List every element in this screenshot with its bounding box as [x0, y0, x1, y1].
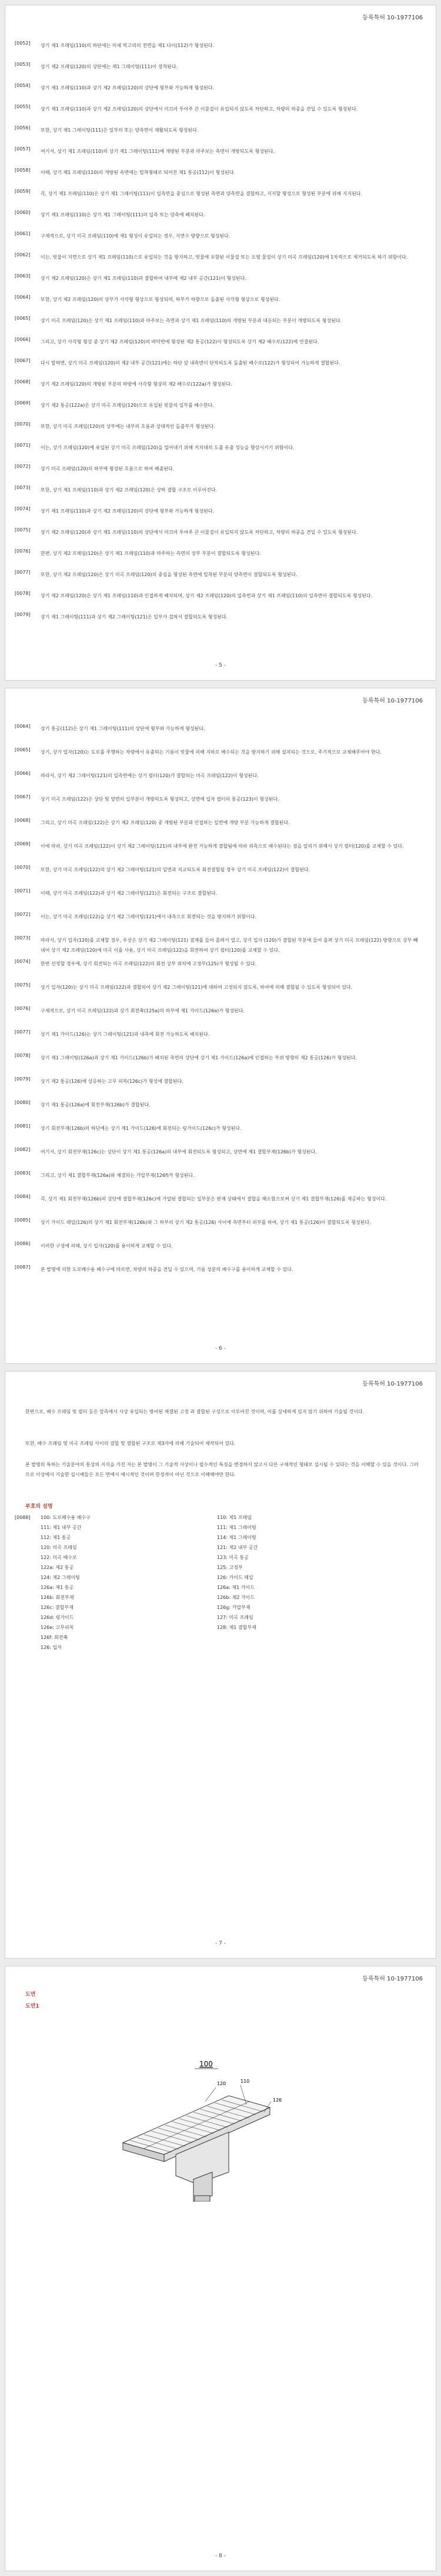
paragraph-text: 그리고, 상기 제1 결합부재(126a)와 체결되는 가압부재(126f)가 형성된다.	[41, 1173, 195, 1178]
paragraph-id: [0063]	[15, 273, 31, 279]
paragraph-text: 또한, 상기 미곡 프레임(120)의 상부에는 내부의 흐름과 상대적인 돌출부가 형성된다.	[41, 424, 215, 429]
paragraph-id: [0076]	[15, 1006, 31, 1011]
reference-sign: 114: 제1 그레이팅	[217, 1535, 256, 1540]
paragraph-id: [0053]	[15, 62, 31, 67]
paragraph-id: [0055]	[15, 104, 31, 109]
paragraph-id: [0066]	[15, 337, 31, 342]
paragraph-text: 상기, 상기 입자(120)는 도로를 주행하는 차량에서 유출되는 기름이 빗물에 의해 지하로 배수되는 것을 방지하기 위해 설치되는 것으로, 주기적으로 교체해주어야 한다.	[41, 750, 382, 755]
paragraph-text: 상기 제1 프레임(110)은 상기 제1 그레이팅(111)의 일측 또는 양측에 배치된다.	[41, 212, 205, 218]
paragraph-text: 즉, 상기 제1 프레임(110)은 상기 제1 그레이팅(111)이 일측면을 중심으로 형성된 측면과 양측면을 결합하고, 지지할 형성으로 형성된 부분에 위해 지지된다.	[41, 191, 363, 196]
reference-sign: 122: 미곡 배수로	[41, 1555, 77, 1560]
ref-label-126: 126	[273, 2097, 282, 2103]
paragraph-id: [0052]	[15, 41, 31, 46]
paragraph-id: [0081]	[15, 1123, 31, 1129]
paragraph-text: 즉, 상기 제1 회전부재(126b)의 상단에 결합부재(126c)에 가압된 결합되는 일부분은 판재 상태에서 결합을 해소함으로써 상기 제1 결합부재(126)를 제공하는 형성이다.	[41, 1196, 387, 1202]
reference-sign: 126: 가이드 레일	[217, 1575, 253, 1580]
document-page-4	[5, 1966, 436, 2571]
paragraph-text: 상기 제1 가이드(126)는 상기 그레이팅(121)과 내측에 회전 가능하도록 배치된다.	[41, 1032, 210, 1037]
reference-sign: 122a: 제2 통공	[41, 1565, 74, 1570]
paragraph-text: 상기 제2 프레임(120)의 개방된 부분의 하방에 사각형 형상의 제2 배수로(122a)가 형성된다.	[41, 382, 232, 387]
paragraph-text: 또한, 상기 미곡 프레임(122)의 상기 제2 그레이팅(121)의 일면과 직교되도록 회전결합될 경우 상기 미곡 프레임(122)이 결합된다.	[41, 867, 310, 872]
ref-label-100: 100	[199, 2060, 213, 2068]
reference-signs-right	[217, 1513, 393, 1632]
paragraph-id: [0058]	[15, 168, 31, 173]
paragraph-id: [0078]	[15, 591, 31, 596]
paragraph-id: [0076]	[15, 548, 31, 554]
paragraph-id: [0059]	[15, 189, 31, 194]
paragraph-text: 상기 제1 프레임(110)과 상기 제2 프레임(120)의 상단에서 미끄러 투어주 큰 이물질이 유입되지 않도록 차단하고, 차량의 하중을 견딜 수 있도록 형성된다.	[41, 106, 358, 112]
patent-number: 등록특허 10-1977106	[362, 15, 423, 21]
paragraph-id: [0065]	[15, 316, 31, 321]
paragraph-id: [0065]	[15, 747, 31, 752]
paragraph-text: 구체적으로, 상기 미곡 프레임(110)에 제1 형성이 유입되는 경우, 지면수 방향으로 형성된다.	[41, 233, 230, 239]
paragraph-id: [0068]	[15, 818, 31, 823]
reference-sign: 111: 제1 그레이팅	[217, 1525, 256, 1530]
ref-label-110: 110	[240, 2079, 250, 2084]
paragraph-text: 상기 제2 통공(122a)은 상기 미곡 프레임(120)으로 유입된 빗물의 일부를 배수한다.	[41, 403, 214, 408]
paragraph-text: 상기 제2 통공(126)에 상응하는 고무 피복(126c)가 형성에 결합된다.	[41, 1079, 183, 1084]
paragraph-text: 상기 회전부재(126b)의 하단에는 상기 제1 가이드(126)에 회전되는 링가이드(126c)가 형성된다.	[41, 1126, 242, 1131]
document-page-2	[5, 688, 436, 1364]
paragraph-text: 다시 말하면, 상기 미곡 프레임(120)의 제2 내부 공간(121)에는 하단 앞 내측면이 단차되도록 돌출된 배수로(122)가 형성되어 가능하게 결합된다.	[41, 360, 340, 366]
paragraph-text: 상기 제1 프레임(110)과 상기 제2 프레임(120)의 상단에 형부와 가능하게 형성된다.	[41, 85, 215, 91]
reference-sign: 111: 제1 내부 공간	[41, 1525, 82, 1530]
paragraph-id: [0074]	[15, 506, 31, 511]
paragraph-id: [0062]	[15, 252, 31, 257]
section-heading: 부호의 설명	[25, 1504, 53, 1510]
paragraph-text: 상기 미곡 프레임(122)은 상단 및 양면의 일부분이 개방되도록 형성되고, 상면에 입자 필터의 통공(123)이 형성된다.	[41, 797, 279, 802]
paragraph-id: [0084]	[15, 1194, 31, 1199]
intro-paragraph: 한편으로, 배수 프레임 및 필터 등은 앞측에서 사상 유입되는 방어된 체결된 고정 과 결합된 구성으로 이루어진 것이며, 이를 상세하게 있지 않기 위하여 기술될 것이다.	[25, 1409, 365, 1414]
reference-sign: 126f: 회전축	[41, 1635, 68, 1640]
paragraph-id: [0073]	[15, 935, 31, 941]
reference-sign: 126: 입자	[41, 1645, 62, 1650]
paragraph-id: [0068]	[15, 379, 31, 384]
paragraph-text: 상기 제1 그레이팅(126a)과 상기 제1 가이드(126b)가 배치된 측면의 상단에 상기 제1 가이드(126a)에 인접하는 부위 방향의 제2 통공(126)가 형성된다.	[41, 1055, 358, 1060]
paragraph-id: [0072]	[15, 912, 31, 917]
reference-sign: 110: 제1 프레임	[217, 1515, 252, 1520]
paragraph-id: [0079]	[15, 1076, 31, 1082]
paragraph-text: 상기 미곡 프레임(120)의 하부에 형성된 흐름으로 하여 배출된다.	[41, 466, 175, 471]
intro-paragraph: 본 발명의 특허는 기술분야의 통상의 지식을 가진 자는 본 발명이 그 기술적 사상이나 필수적인 특징을 변경하지 않고서 다른 구체적인 형태로 실시될 수 있다는 것을 이해할 수 있을 것이다. 그러므로 이상에서 기술한 실시예들은 모든 면에서 예시적인 것이며 한정적이 아닌 것으로 이해해야만 한다.	[25, 1462, 419, 1477]
paragraph-text: 구체적으로, 상기 미곡 프레임(122)과 상기 회전축(125a)의 하부에 제1 가이드(126a)가 형성된다.	[41, 1008, 245, 1013]
page-footer: - 6 -	[215, 1346, 226, 1351]
paragraph-text: 따라서, 상기 제2 그레이팅(121)의 일측면에는 상기 필터(120)가 결합되는 미곡 프레임(122)이 형성된다.	[41, 773, 259, 778]
reference-sign: 125: 고정부	[217, 1565, 243, 1570]
paragraph-id: [0082]	[15, 1147, 31, 1152]
paragraph-id: [0085]	[15, 1217, 31, 1223]
paragraph-text: 이에 따라, 상기 미곡 프레임(122)이 상기 제2 그레이팅(121)의 내부에 완전 가능하게 결합됨에 따라 외측으로 배수된다는 점을 알리기 위해서 상기 필터(120)를 교체할 수 있다.	[41, 844, 404, 849]
document-page-3	[5, 1371, 436, 1959]
paragraph-id: [0070]	[15, 865, 31, 870]
document-page-1	[5, 5, 436, 681]
paragraph-text: 한편 선정할 경우에, 상기 회전되는 미곡 프레임(122)의 회전 상부 위치에 고정부(125)가 형성될 수 있다.	[41, 961, 257, 966]
reference-signs-left	[41, 1513, 217, 1652]
paragraph-id: [0070]	[15, 421, 31, 427]
reference-sign: 126c: 결합부재	[41, 1605, 74, 1610]
patent-number: 등록특허 10-1977106	[362, 1381, 423, 1387]
paragraph-text: 이때, 상기 제1 프레임(110)의 개방된 측면에는 밀착형태로 되어진 제1 통공(112)이 형성된다.	[41, 170, 236, 175]
paragraph-id: [0071]	[15, 443, 31, 448]
reference-sign: 124: 제2 그레이팅	[41, 1575, 80, 1580]
reference-sign: 127: 미곡 프레임	[217, 1615, 253, 1620]
reference-sign: 126a: 제1 가이드	[217, 1585, 255, 1590]
paragraph-text: 상기 통공(112)은 상기 제1 그레이팅(111)의 상단에 형부와 가능하게 형성된다.	[41, 726, 205, 731]
paragraph-text: 이때, 상기 미곡 프레임(122)과 상기 제2 그레이팅(121)은 회전되는 구조로 결합된다.	[41, 891, 218, 896]
paragraph-text: 그리고, 상기 사각형 형상 중 상기 제2 프레임(120)의 바닥면에 형성된 제2 통공(122)이 형성되도록 상기 제2 배수로(122)에 연결된다.	[41, 339, 319, 344]
paragraph-id: [0088]	[15, 1515, 31, 1520]
paragraph-text: 상기 제2 프레임(120)과 상기 제1 프레임(110)의 상단에서 미끄러 투어주 큰 이물질이 유입되지 않도록 차단하고, 차량의 하중을 견딜 수 있도록 형성된다.	[41, 530, 358, 535]
paragraph-id: [0075]	[15, 527, 31, 533]
paragraph-id: [0073]	[15, 485, 31, 490]
paragraph-text: 또한, 상기 제1 프레임(110)과 상기 제2 프레임(120)은 상하 결합 구조로 이루어진다.	[41, 487, 218, 493]
intro-paragraph: 또한, 배수 프레임 및 미곡 프레임 사이의 결합 및 결합된 구조로 제3자에 의해 기술되어 제작되어 있다.	[25, 1441, 236, 1446]
paragraph-id: [0069]	[15, 841, 31, 847]
paragraph-id: [0079]	[15, 612, 31, 617]
paragraph-id: [0064]	[15, 295, 31, 300]
paragraph-text: 상기 제1 그레이팅(111)과 상기 제2 그레이팅(121)은 일부가 겹쳐서 결합되도록 형성된다.	[41, 614, 228, 620]
paragraph-id: [0066]	[15, 771, 31, 776]
patent-number: 등록특허 10-1977106	[362, 1976, 423, 1982]
paragraph-text: 상기 입자(120)는 상기 미곡 프레임(122)과 결합되어 상기 제2 그레이팅(121)에 대하여 고정되지 않도록, 하여에 의해 결합될 수 있도록 형성되어 있다.	[41, 985, 353, 990]
paragraph-id: [0060]	[15, 210, 31, 215]
paragraph-text: 이는, 빗물이 지면으로 상기 제1 프레임(110)으로 유입되는 것을 방지하고, 빗물에 포함된 이물질 또는 오염 물질이 상기 미곡 프레임(120)에 1차적으로 제거되도록 하기 위함이다.	[41, 255, 408, 260]
reference-sign: 100: 도로배수용 배수구	[41, 1515, 91, 1520]
paragraph-text: 또한, 상기 제2 프레임(120)의 상부가 사각형 형상으로 형성되며, 하부가 하향으로 돌출된 사각형 형상으로 형성된다.	[41, 297, 280, 302]
paragraph-text: 또한, 상기 제1 그레이팅(111)은 일부의 또는 양측면이 재활되도록 형성된다.	[41, 128, 199, 133]
drawings-heading: 도면	[25, 1992, 36, 1998]
drain-grating	[123, 2096, 270, 2202]
paragraph-id: [0077]	[15, 1029, 31, 1035]
paragraph-id: [0080]	[15, 1100, 31, 1105]
paragraph-text: 여기서, 상기 회전부재(126c)는 상단이 상기 제1 통공(126a)의 내부에 회전되도록 형성되고, 상면에 제1 결합부재(126b)가 형성된다.	[41, 1149, 317, 1155]
paragraph-text: 또한, 상기 제2 프레임(120)은 상기 미곡 프레임(120)의 중심을 형성된 측면에 밀착된 부분의 양측면이 결합되도록 형성된다.	[41, 572, 298, 577]
reference-sign: 120: 미곡 프레임	[41, 1545, 77, 1550]
patent-number: 등록특허 10-1977106	[362, 698, 423, 704]
figure-label: 도면1	[25, 2003, 39, 2009]
page-footer: - 5 -	[215, 663, 226, 668]
paragraph-text: 한편, 상기 제2 프레임(120)은 상기 제1 프레임(110)과 마주하는 측면의 상부 부분이 결합되도록 형성된다.	[41, 551, 261, 556]
paragraph-text: 상기 제2 프레임(120)은 상기 제1 프레임(110)과 인접하게 배치되며, 상기 제2 프레임(120)의 일측면과 상기 제1 프레임(110)의 일측면이 결합되도록 형성된다.	[41, 593, 373, 598]
reference-sign: 126g: 가압부재	[217, 1605, 250, 1610]
paragraph-id: [0074]	[15, 959, 31, 964]
paragraph-id: [0071]	[15, 888, 31, 894]
reference-sign: 126a: 제1 통공	[41, 1585, 74, 1590]
paragraph-text: 본 발명에 의한 도로배수용 배수구에 따르면, 차량의 하중을 견딜 수 있으며, 기름 성분의 배수구를 용이하게 교체할 수 있다.	[41, 1267, 293, 1272]
paragraph-text: 상기 제2 프레임(120)은 상기 제1 프레임(110)과 결합하여 내부에 제2 내부 공간(121)이 형성된다.	[41, 276, 246, 281]
paragraph-id: [0067]	[15, 358, 31, 363]
page-footer: - 8 -	[215, 2553, 226, 2559]
paragraph-text: 상기 제2 프레임(120)의 상단에는 제1 그레이팅(111)이 장착된다.	[41, 64, 178, 69]
paragraph-id: [0061]	[15, 231, 31, 236]
paragraph-id: [0083]	[15, 1170, 31, 1176]
paragraph-text: 이는, 상기 미곡 프레임(122)을 상기 제2 그레이팅(121)에서 내측으로 회전되는 것을 방지하기 위함이다.	[41, 914, 257, 919]
paragraph-text: 여기서, 상기 제1 프레임(110)의 상기 제1 그레이팅(111)에 개방된 부분과 마주보는 측면이 개방되도록 형성된다.	[41, 149, 275, 154]
reference-sign: 126b: 제2 가이드	[217, 1595, 255, 1600]
reference-sign: 123: 미곡 통공	[217, 1555, 249, 1560]
paragraph-text: 상기 미곡 프레임(120)은 상기 제1 프레임(110)과 마주보는 측면과 상기 제1 프레임(110)의 개방된 부분과 대응되는 부분이 개방되도록 형성된다.	[41, 318, 342, 323]
paragraph-text: 따라서, 상기 입자(120)를 교체할 경우, 우선은 상기 제2 그레이팅(121) 결재를 들어 올려서 열고, 상기 입자 (120)가 결합된 부분에 들어 올려 상기 미곡 프레임(122) 방향으로 상부 빼내어 상기 제2 프레임(120)에 미곡 이를 사용, 상기 미곡 프레임(122)을 회전하여 상기 필터(120)를 교체할 수 있다.	[41, 938, 418, 953]
paragraph-id: [0069]	[15, 400, 31, 406]
paragraph-id: [0075]	[15, 982, 31, 988]
reference-sign: 121: 제2 내부 공간	[217, 1545, 258, 1550]
reference-sign: 128: 제1 결합부재	[217, 1625, 256, 1630]
paragraph-text: 상기 제1 통공(126a)에 회전부재(126b)가 결합된다.	[41, 1102, 151, 1108]
paragraph-id: [0087]	[15, 1264, 31, 1270]
paragraph-text: 상기 가이드 레일(126)의 상기 제1 회전부재(126b)와 그 하부의 상기 제2 통공(126) 사이에 측면부터 외부를 하여, 상기 제1 통공(126)이 결합되도록 형성된다.	[41, 1220, 371, 1225]
reference-sign: 126b: 회전부재	[41, 1595, 74, 1600]
paragraph-id: [0072]	[15, 464, 31, 469]
paragraph-text: 이는, 상기 프레임(120)에 유입된 상기 미곡 프레임(120)을 밀어내기 위해 거치대의 도출 유출 성능을 향상시키기 위함이다.	[41, 445, 295, 450]
paragraph-id: [0064]	[15, 724, 31, 729]
paragraph-id: [0054]	[15, 83, 31, 88]
reference-sign: 112: 제1 통공	[41, 1535, 71, 1540]
paragraph-text: 이러한 구성에 의해, 상기 입자(120)를 용이하게 교체할 수 있다.	[41, 1243, 173, 1249]
paragraph-text: 상기 제1 프레임(110)과 상기 제2 프레임(120)의 상단에 형부와 가능하게 형성된다.	[41, 508, 215, 514]
paragraph-text: 그리고, 상기 미곡 프레임(122)은 상기 제2 프레임(120) 중 개방된 부분과 인접하는 일면에 개방 부분 가능하게 결합된다.	[41, 820, 290, 825]
reference-sign: 126d: 링가이드	[41, 1615, 74, 1620]
figure-1-drawing	[5, 2008, 437, 2202]
paragraph-id: [0086]	[15, 1241, 31, 1246]
paragraph-id: [0056]	[15, 125, 31, 131]
paragraph-text: 상기 제1 프레임(110)의 하단에는 미세 먹고리의 전면을 제1 다이(112)가 형성된다.	[41, 43, 215, 48]
paragraph-id: [0057]	[15, 146, 31, 152]
page-footer: - 7 -	[215, 1941, 226, 1946]
paragraph-id: [0078]	[15, 1053, 31, 1058]
paragraph-id: [0077]	[15, 570, 31, 575]
ref-label-120: 120	[217, 2081, 226, 2086]
reference-sign: 126e: 고무피복	[41, 1625, 74, 1630]
paragraph-id: [0067]	[15, 794, 31, 799]
